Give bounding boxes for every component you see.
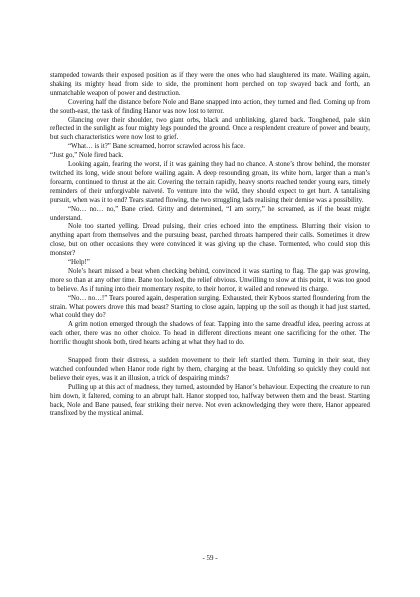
paragraph: A grim notion emerged through the shadows of fear. Tapping into the same dreadful idea, peering across at each other, there was no other choice. To head in different directions meant one sacrificing for the other. The horrific thought shook both, tired hearts aching at what they had to do.	[50, 321, 370, 347]
paragraph: “No… no…!” Tears poured again, desperation surging. Exhausted, their Kyboos started floundering from the strain. What powers drove this mad beast? Starting to close again, lapping up the soil as though it had just started, what could they do?	[50, 294, 370, 320]
paragraph: Glancing over their shoulder, two giant orbs, black and unblinking, glared back. Toughened, pale skin reflected in the sunlight as four mighty legs pounded the ground. Once a resplendent creature of power and beauty, but such characteristics were now lost to grief.	[50, 116, 370, 142]
paragraph: Snapped from their distress, a sudden movement to their left startled them. Turning in their seat, they watched confounded when Hanor rode right by them, charging at the beast. Unfolding so quickly they could not believe their eyes, was it an illusion, a trick of despairing minds?	[50, 356, 370, 382]
body-text	[50, 72, 370, 419]
paragraph: Pulling up at this act of madness, they turned, astounded by Hanor’s behaviour. Expecting the creature to run him down, it faltered, coming to an abrupt halt. Hanor stopped too, halfway between them and the beast. Starting back, Nole and Bane paused, fear striking their nerve. Not even acknowledging they were there, Hanor appeared transfixed by the mystical animal.	[50, 383, 370, 418]
page-number: - 59 -	[202, 554, 218, 562]
paragraph: “No… no… no,” Bane cried. Gritty and determined, “I am sorry,” he screamed, as if the beast might understand.	[50, 205, 370, 222]
paragraph: stampeded towards their exposed position as if they were the ones who had slaughtered its mate. Wailing again, shaking its mighty head from side to side, the prominent horn perched on top swayed back and forth, an unmatchable weapon of power and destruction.	[50, 72, 370, 97]
paragraph: Nole too started yelling. Dread pulsing, their cries echoed into the emptiness. Blurring their vision to anything apart from themselves and the pursuing beast, parched throats hampered their calls. Sometimes it drew close, but on other occasions they were convinced it was giving up the chase. Tormented, who could stop this monster?	[50, 223, 370, 258]
paragraph: Nole’s heart missed a beat when checking behind, convinced it was starting to flag. The gap was growing, more so than at any other time. Bane too looked, the relief obvious. Unwilling to slow at this point, it was too good to believe. As if tuning into their momentary respite, to their horror, it wailed and renewed its charge.	[50, 267, 370, 293]
paragraph: “Just go,” Nole fired back.	[50, 152, 124, 160]
paragraph: Looking again, fearing the worst, if it was gaining they had no chance. A stone’s throw behind, the monster twitched its long, wide snout before wailing again. A deep resounding groan, its white horn, larger than a man’s forearm, continued to thrust at the air. Covering the terrain rapidly, heavy snorts reached tender young ears, timely reminders of their unforgivable naiveté. To venture into the wild, they should expect to get hurt. A tantalising pursuit, when was it to end? Tears started flowing, the two struggling lads realising their demise was a possibility.	[50, 161, 370, 204]
paragraph: “Help!”	[68, 259, 90, 267]
paragraph: Covering half the distance before Nole and Bane snapped into action, they turned and fled. Coming up from the south-east, the task of finding Hanor was now lost to terror.	[50, 98, 370, 115]
paragraph: “What… is it?” Bane screamed, horror scrawled across his face.	[68, 143, 245, 151]
